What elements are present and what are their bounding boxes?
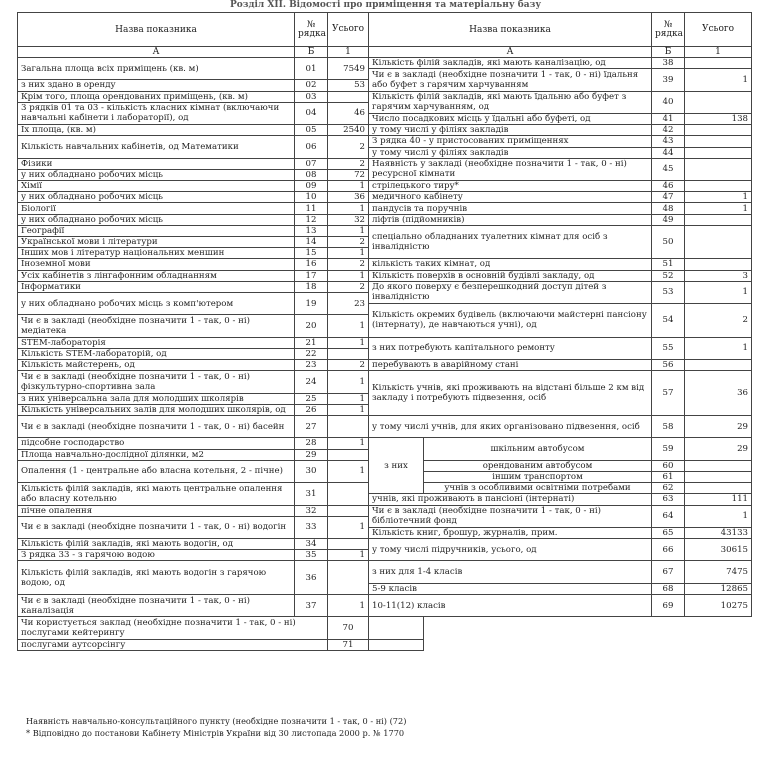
table-row xyxy=(18,225,752,236)
row-value[interactable]: 1 xyxy=(685,192,752,203)
row-code: 58 xyxy=(652,416,685,438)
row-label: у тому числі у філіях закладів xyxy=(369,125,652,136)
table-row xyxy=(18,695,752,706)
row-label: Наявність у закладі (необхідне позначити 1 - так, 0 - ні) ресурсної кімнати xyxy=(369,158,652,180)
row-code: 69 xyxy=(652,595,685,617)
row-value[interactable]: 2 xyxy=(328,259,369,270)
row-label: послугами аутсорсінгу xyxy=(18,639,328,650)
letter-a-right: А xyxy=(369,47,652,58)
row-value[interactable]: 2 xyxy=(328,158,369,169)
row-value[interactable]: 1 xyxy=(328,393,369,404)
form-table xyxy=(17,12,752,729)
row-code: 14 xyxy=(295,237,328,248)
row-code: 32 xyxy=(295,505,328,516)
table-row xyxy=(18,673,752,684)
row-value[interactable] xyxy=(685,58,752,69)
row-code: 09 xyxy=(295,181,328,192)
row-value[interactable]: 2540 xyxy=(328,125,369,136)
row-label: з них для 1-4 класів xyxy=(369,561,652,583)
row-value[interactable] xyxy=(685,125,752,136)
row-label: Інших мов і літератур національних меншин xyxy=(18,248,295,259)
row-value[interactable] xyxy=(328,483,369,505)
row-value[interactable]: 43133 xyxy=(685,527,752,538)
row-value[interactable] xyxy=(369,617,424,639)
row-code: 22 xyxy=(295,348,328,359)
col-name-right: Назва показника xyxy=(369,13,652,47)
row-label: ліфтів (підйомників) xyxy=(369,214,652,225)
table-row xyxy=(18,337,752,348)
row-label: пічне опалення xyxy=(18,505,295,516)
row-code: 34 xyxy=(295,539,328,550)
table-row xyxy=(18,650,752,661)
row-code: 30 xyxy=(295,460,328,482)
row-code: 10 xyxy=(295,192,328,203)
row-label: шкільним автобусом xyxy=(424,438,652,460)
row-value[interactable]: 7475 xyxy=(685,561,752,583)
row-value[interactable]: 53 xyxy=(328,80,369,91)
row-code: 60 xyxy=(652,460,685,471)
row-code: 18 xyxy=(295,281,328,292)
col-value-right: Усього xyxy=(685,13,752,47)
row-value[interactable] xyxy=(328,505,369,516)
row-code: 37 xyxy=(295,595,328,617)
row-label: спеціально обладнаних туалетних кімнат для осіб з інвалідністю xyxy=(369,225,652,259)
row-label: 10-11(12) класів xyxy=(369,595,652,617)
row-value[interactable]: 1 xyxy=(328,371,369,393)
row-label: Загальна площа всіх приміщень (кв. м) xyxy=(18,58,295,80)
row-label: стрілецького тиру* xyxy=(369,181,652,192)
row-label: орендованим автобусом xyxy=(424,460,652,471)
row-value[interactable] xyxy=(328,561,369,595)
table-row xyxy=(18,136,752,147)
row-value[interactable]: 1 xyxy=(328,315,369,337)
row-value[interactable] xyxy=(328,348,369,359)
row-label: Біології xyxy=(18,203,295,214)
row-value[interactable]: 10275 xyxy=(685,595,752,617)
row-code: 66 xyxy=(652,539,685,561)
row-value[interactable] xyxy=(685,136,752,147)
row-value[interactable]: 1 xyxy=(328,203,369,214)
row-code: 44 xyxy=(652,147,685,158)
col-code-right: № рядка xyxy=(652,13,685,47)
row-label: Кількість окремих будівель (включаючи майстерні пансіону (інтернату), де навчаються учні), од xyxy=(369,304,652,338)
row-value[interactable]: 3 xyxy=(685,270,752,281)
col-name-left: Назва показника xyxy=(18,13,295,47)
row-code: 05 xyxy=(295,125,328,136)
letter-b-right: Б xyxy=(652,47,685,58)
table-row xyxy=(18,91,752,102)
row-value[interactable] xyxy=(685,259,752,270)
row-code: 26 xyxy=(295,404,328,415)
row-value[interactable]: 36 xyxy=(685,371,752,416)
table-row xyxy=(18,371,752,382)
row-code: 12 xyxy=(295,214,328,225)
table-row xyxy=(18,595,752,606)
footnote-decree: * Відповідно до постанови Кабінету Міністрів України від 30 листопада 2000 р. № 1770 xyxy=(26,728,405,738)
row-code: 45 xyxy=(652,158,685,180)
row-code: 53 xyxy=(652,281,685,303)
row-label: Кількість поверхів в основній будівлі закладу, од xyxy=(369,270,652,281)
row-value[interactable] xyxy=(328,449,369,460)
row-label: 5-9 класів xyxy=(369,583,652,594)
row-value[interactable]: 1 xyxy=(685,281,752,303)
row-value[interactable]: 46 xyxy=(328,102,369,124)
row-label: Кількість навчальних кабінетів, од Математики xyxy=(18,136,295,158)
row-code: 08 xyxy=(295,169,328,180)
row-code: 20 xyxy=(295,315,328,337)
row-code: 21 xyxy=(295,337,328,348)
row-code: 70 xyxy=(328,617,369,639)
row-code: 01 xyxy=(295,58,328,80)
row-value[interactable] xyxy=(685,460,752,471)
table-row xyxy=(18,281,752,292)
row-code: 71 xyxy=(328,639,369,650)
row-value[interactable] xyxy=(685,225,752,259)
row-value[interactable]: 1 xyxy=(328,270,369,281)
row-code: 17 xyxy=(295,270,328,281)
row-label: у них обладнано робочих місць xyxy=(18,214,295,225)
letter-1-right: 1 xyxy=(685,47,752,58)
row-code: 04 xyxy=(295,102,328,124)
letter-a-left: А xyxy=(18,47,295,58)
col-code-left: № рядка xyxy=(295,13,328,47)
table-row xyxy=(18,125,752,136)
table-row xyxy=(18,259,752,270)
table-row xyxy=(18,662,752,673)
row-value[interactable]: 1 xyxy=(328,438,369,449)
row-label: підсобне господарство xyxy=(18,438,295,449)
table-row xyxy=(18,214,752,225)
row-value[interactable] xyxy=(328,416,369,438)
row-code: 40 xyxy=(652,91,685,113)
row-value[interactable]: 1 xyxy=(328,404,369,415)
row-value[interactable]: 30615 xyxy=(685,539,752,561)
row-code: 38 xyxy=(652,58,685,69)
row-value[interactable] xyxy=(685,471,752,482)
row-code: 56 xyxy=(652,360,685,371)
row-label: кількість таких кімнат, од xyxy=(369,259,652,270)
row-label: Кількість учнів, які проживають на відстані більше 2 км від закладу і потребують підвезення, осіб xyxy=(369,371,652,416)
row-value[interactable]: 12865 xyxy=(685,583,752,594)
row-label: Чи є в закладі (необхідне позначити 1 - так, 0 - ні) їдальня або буфет з гарячим харчуванням xyxy=(369,69,652,91)
row-code: 07 xyxy=(295,158,328,169)
row-label: Чи є в закладі (необхідне позначити 1 - так, 0 - ні) фізкультурно-спортивна зала xyxy=(18,371,295,393)
row-value[interactable]: 29 xyxy=(685,416,752,438)
row-label: Чи є в закладі (необхідне позначити 1 - так, 0 - ні) водогін xyxy=(18,516,295,538)
row-label: З рядка 33 - з гарячою водою xyxy=(18,550,295,561)
row-value[interactable] xyxy=(328,91,369,102)
row-value[interactable]: 32 xyxy=(328,214,369,225)
row-label: Фізики xyxy=(18,158,295,169)
row-value[interactable]: 29 xyxy=(685,438,752,460)
row-value[interactable]: 1 xyxy=(328,516,369,538)
row-value[interactable]: 1 xyxy=(328,225,369,236)
row-label: з них потребують капітального ремонту xyxy=(369,337,652,359)
row-value[interactable]: 2 xyxy=(685,304,752,338)
row-code: 39 xyxy=(652,69,685,91)
row-code: 57 xyxy=(652,371,685,416)
table-row xyxy=(18,561,752,572)
row-code: 49 xyxy=(652,214,685,225)
table-row xyxy=(18,684,752,695)
row-code: 68 xyxy=(652,583,685,594)
row-code: 31 xyxy=(295,483,328,505)
row-code: 61 xyxy=(652,471,685,482)
row-value[interactable] xyxy=(685,158,752,180)
row-value[interactable] xyxy=(685,483,752,494)
table-row xyxy=(18,438,752,449)
row-label: іншим транспортом xyxy=(424,471,652,482)
row-code: 47 xyxy=(652,192,685,203)
row-label: Кількість філій закладів, які мають водогін з гарячою водою, од xyxy=(18,561,295,595)
row-value[interactable]: 72 xyxy=(328,169,369,180)
table-row xyxy=(18,270,752,281)
section-header: Розділ XII. Відомості про приміщення та матеріальну базу xyxy=(230,0,542,10)
row-value[interactable] xyxy=(685,147,752,158)
row-label: Крім того, площа орендованих приміщень, (кв. м) xyxy=(18,91,295,102)
letter-1-left: 1 xyxy=(328,47,369,58)
row-value[interactable]: 1 xyxy=(328,595,369,617)
table-row xyxy=(18,539,752,550)
row-label: Кількість філій закладів, які мають центральне опалення або власну котельню xyxy=(18,483,295,505)
row-value[interactable] xyxy=(685,181,752,192)
table-row xyxy=(18,181,752,192)
row-value[interactable]: 1 xyxy=(328,550,369,561)
row-label: Площа навчально-дослідної ділянки, м2 xyxy=(18,449,295,460)
row-value[interactable]: 2 xyxy=(328,237,369,248)
row-value[interactable]: 138 xyxy=(685,113,752,124)
row-label: у них обладнано робочих місць з комп'ютером xyxy=(18,292,295,314)
row-label: З рядка 40 - у пристосованих приміщеннях xyxy=(369,136,652,147)
row-value[interactable]: 1 xyxy=(328,337,369,348)
row-code: 51 xyxy=(652,259,685,270)
row-value[interactable]: 2 xyxy=(328,281,369,292)
row-label: Кількість STEM-лабораторій, од xyxy=(18,348,295,359)
row-label: з них універсальна зала для молодших школярів xyxy=(18,393,295,404)
table-row xyxy=(18,203,752,214)
row-label: Чи є в закладі (необхідне позначити 1 - так, 0 - ні) басейн xyxy=(18,416,295,438)
row-value[interactable] xyxy=(328,539,369,550)
table-row xyxy=(18,158,752,169)
row-label: Чи користується заклад (необхідне позначити 1 - так, 0 - ні) послугами кейтерингу xyxy=(18,617,328,639)
row-code: 67 xyxy=(652,561,685,583)
row-code: 28 xyxy=(295,438,328,449)
row-label: у них обладнано робочих місць xyxy=(18,192,295,203)
letter-b-left: Б xyxy=(295,47,328,58)
row-value[interactable]: 1 xyxy=(328,460,369,482)
row-label: у тому числі у філіях закладів xyxy=(369,147,652,158)
row-code: 48 xyxy=(652,203,685,214)
row-code: 50 xyxy=(652,225,685,259)
table-row xyxy=(18,416,752,427)
table-row xyxy=(18,505,752,516)
row-code: 43 xyxy=(652,136,685,147)
row-label: Кількість філій закладів, які мають каналізацію, од xyxy=(369,58,652,69)
row-label: у тому числі підручників, усього, од xyxy=(369,539,652,561)
row-code: 42 xyxy=(652,125,685,136)
row-label: 3 рядків 01 та 03 - кількість класних кімнат (включаючи навчальні кабінети і лабораторії), од xyxy=(18,102,295,124)
row-label: Кількість філій закладів, які мають водогін, од xyxy=(18,539,295,550)
table-row xyxy=(18,192,752,203)
row-value[interactable]: 1 xyxy=(685,203,752,214)
z-nykh-label: з них xyxy=(369,438,424,494)
row-value[interactable]: 2 xyxy=(328,360,369,371)
row-value[interactable]: 7549 xyxy=(328,58,369,80)
row-code: 41 xyxy=(652,113,685,124)
row-value[interactable] xyxy=(685,91,752,113)
row-code: 54 xyxy=(652,304,685,338)
row-label: Хімії xyxy=(18,181,295,192)
row-code: 59 xyxy=(652,438,685,460)
row-code: 15 xyxy=(295,248,328,259)
row-value[interactable]: 1 xyxy=(685,505,752,527)
row-label: учнів, які проживають в пансіоні (інтернаті) xyxy=(369,494,652,505)
row-label: Усіх кабінетів з лінгафонним обладнанням xyxy=(18,270,295,281)
row-label: Їх площа, (кв. м) xyxy=(18,125,295,136)
row-label: Української мови і літератури xyxy=(18,237,295,248)
row-code: 46 xyxy=(652,181,685,192)
row-value[interactable]: 1 xyxy=(328,248,369,259)
table-row xyxy=(18,617,752,628)
row-code: 23 xyxy=(295,360,328,371)
row-label: у них обладнано робочих місць xyxy=(18,169,295,180)
row-code: 36 xyxy=(295,561,328,595)
row-label: Кількість майстерень, од xyxy=(18,360,295,371)
row-label: Число посадкових місць у їдальні або буфеті, од xyxy=(369,113,652,124)
row-label: Кількість книг, брошур, журналів, прим. xyxy=(369,527,652,538)
row-label: Чи є в закладі (необхідне позначити 1 - так, 0 - ні) медіатека xyxy=(18,315,295,337)
col-value-left: Усього xyxy=(328,13,369,47)
table-row xyxy=(18,58,752,69)
row-code: 11 xyxy=(295,203,328,214)
row-label: Інформатики xyxy=(18,281,295,292)
row-label: перебувають в аварійному стані xyxy=(369,360,652,371)
row-value[interactable] xyxy=(369,639,424,650)
row-value[interactable]: 1 xyxy=(685,69,752,91)
row-label: пандусів та поручнів xyxy=(369,203,652,214)
row-code: 29 xyxy=(295,449,328,460)
row-label: Географії xyxy=(18,225,295,236)
row-code: 27 xyxy=(295,416,328,438)
row-code: 03 xyxy=(295,91,328,102)
row-code: 25 xyxy=(295,393,328,404)
row-code: 62 xyxy=(652,483,685,494)
row-label: учнів з особливими освітніми потребами xyxy=(424,483,652,494)
row-value[interactable] xyxy=(685,360,752,371)
row-label: медичного кабінету xyxy=(369,192,652,203)
row-label: у тому числі учнів, для яких організовано підвезення, осіб xyxy=(369,416,652,438)
row-label: Іноземної мови xyxy=(18,259,295,270)
row-value[interactable]: 1 xyxy=(328,181,369,192)
row-label: Чи є в закладі (необхідне позначити 1 - так, 0 - ні) каналізація xyxy=(18,595,295,617)
table-row xyxy=(18,360,752,371)
row-label: Чи є в закладі (необхідне позначити 1 - так, 0 - ні) бібліотечний фонд xyxy=(369,505,652,527)
row-value[interactable]: 1 xyxy=(685,337,752,359)
row-code: 16 xyxy=(295,259,328,270)
row-label: STEM-лабораторія xyxy=(18,337,295,348)
row-code: 52 xyxy=(652,270,685,281)
row-label: Кількість універсальних залів для молодших школярів, од xyxy=(18,404,295,415)
row-label: До якого поверху є безперешкодний доступ дітей з інвалідністю xyxy=(369,281,652,303)
row-value[interactable]: 36 xyxy=(328,192,369,203)
row-code: 65 xyxy=(652,527,685,538)
row-label: Кількість філій закладів, які мають їдальню або буфет з гарячим харчуванням, од xyxy=(369,91,652,113)
row-code: 55 xyxy=(652,337,685,359)
row-code: 19 xyxy=(295,292,328,314)
row-code: 02 xyxy=(295,80,328,91)
row-label: з них здано в оренду xyxy=(18,80,295,91)
row-code: 63 xyxy=(652,494,685,505)
row-value[interactable]: 111 xyxy=(685,494,752,505)
row-code: 13 xyxy=(295,225,328,236)
row-code: 35 xyxy=(295,550,328,561)
row-label: Опалення (1 - центральне або власна котельня, 2 - пічне) xyxy=(18,460,295,482)
row-code: 06 xyxy=(295,136,328,158)
row-code: 64 xyxy=(652,505,685,527)
row-code: 24 xyxy=(295,371,328,393)
row-value[interactable] xyxy=(685,214,752,225)
table-row xyxy=(18,639,752,650)
footnote-consult: Наявність навчально-консультаційного пункту (необхідне позначити 1 - так, 0 - ні) (72) xyxy=(26,716,407,726)
row-code: 33 xyxy=(295,516,328,538)
row-value[interactable]: 23 xyxy=(328,292,369,314)
row-value[interactable]: 2 xyxy=(328,136,369,158)
